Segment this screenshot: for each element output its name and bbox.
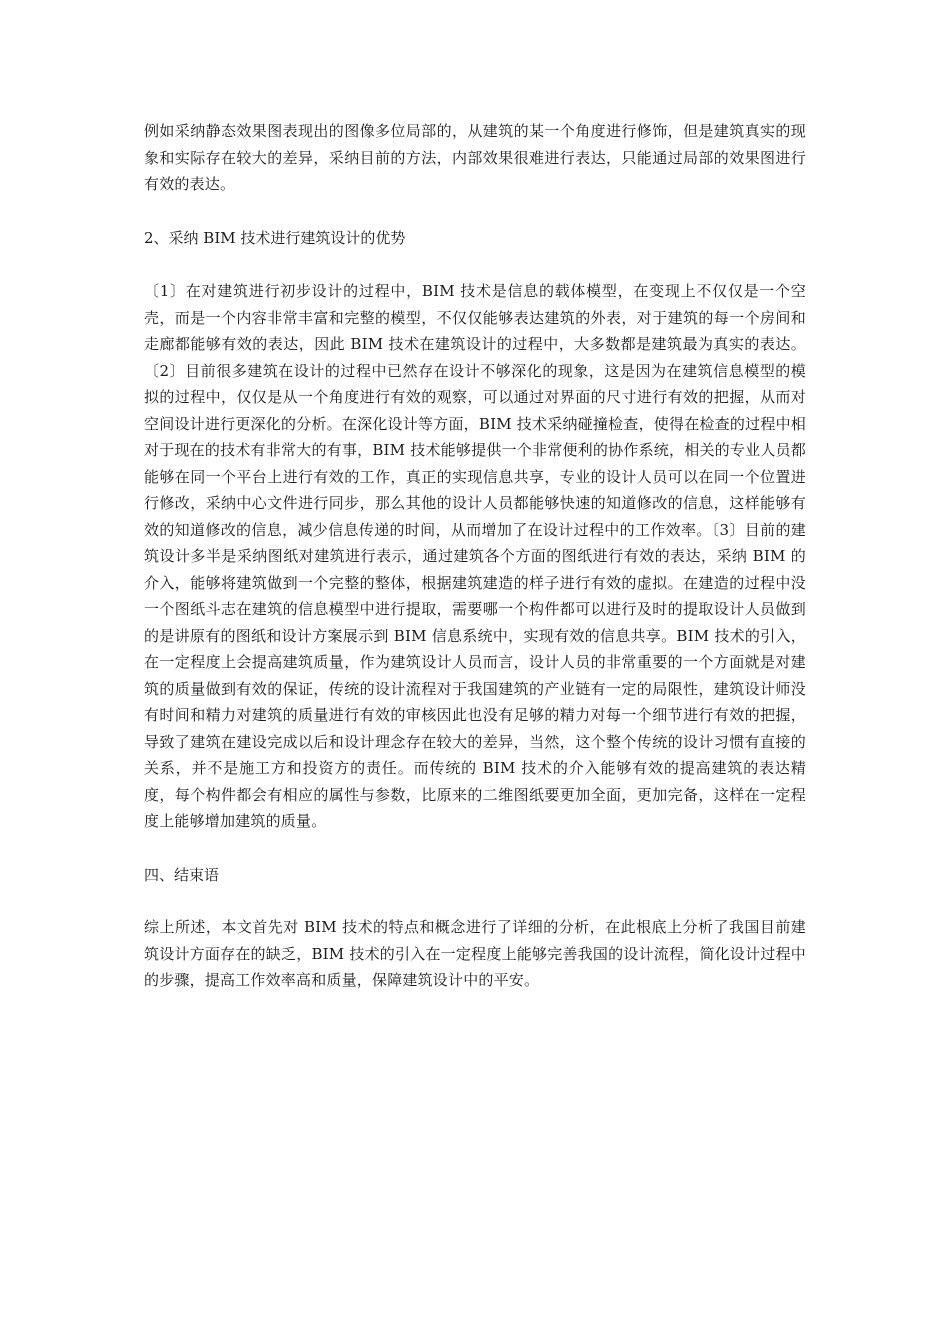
spacer [144, 835, 806, 862]
document-page [144, 118, 806, 994]
spacer [144, 198, 806, 225]
spacer [144, 888, 806, 914]
spacer [144, 251, 806, 278]
conclusion-paragraph: 综上所述，本文首先对 BIM 技术的特点和概念进行了详细的分析，在此根底上分析了我国目前建筑设计方面存在的缺乏，BIM 技术的引入在一定程度上能够完善我国的设计流程，简化设计过程中的步骤，提高工作效率高和质量，保障建筑设计中的平安。 [144, 918, 806, 989]
intro-paragraph: 例如采纳静态效果图表现出的图像多位局部的，从建筑的某一个角度进行修饰，但是建筑真实的现象和实际存在较大的差异，采纳目前的方法，内部效果很难进行表达，只能通过局部的效果图进行有效的表达。 [144, 122, 806, 193]
bim-advantages-paragraph: 〔1〕在对建筑进行初步设计的过程中，BIM 技术是信息的载体模型，在变现上不仅仅是一个空壳，而是一个内容非常丰富和完整的模型，不仅仅能够表达建筑的外表，对于建筑的每一个房间和走廊都能够有效的表达，因此 BIM 技术在建筑设计的过程中，大多数都是建筑最为真实的表达。〔2〕目前很多建筑在设计的过程中已然存在设计不够深化的现象，这是因为在建筑信息模型的模拟的过程中，仅仅是从一个角度进行有效的观察，可以通过对界面的尺寸进行有效的把握，从而对空间设计进行更深化的分析。在深化设计等方面，BIM 技术采纳碰撞检查，使得在检查的过程中相对于现在的技术有非常大的有事，BIM 技术能够提供一个非常便利的协作系统，相关的专业人员都能够在同一个平台上进行有效的工作，真正的实现信息共享，专业的设计人员可以在同一个位置进行修改，采纳中心文件进行同步，那么其他的设计人员都能够快速的知道修改的信息，这样能够有效的知道修改的信息，减少信息传递的时间，从而增加了在设计过程中的工作效率。〔3〕目前的建筑设计多半是采纳图纸对建筑进行表示，通过建筑各个方面的图纸进行有效的表达，采纳 BIM 的介入，能够将建筑做到一个完整的整体，根据建筑建造的样子进行有效的虚拟。在建造的过程中没一个图纸斗志在建筑的信息模型中进行提取，需要哪一个构件都可以进行及时的提取设计人员做到的是讲原有的图纸和设计方案展示到 BIM 信息系统中，实现有效的信息共享。BIM 技术的引入，在一定程度上会提高建筑质量，作为建筑设计人员而言，设计人员的非常重要的一个方面就是对建筑的质量做到有效的保证，传统的设计流程对于我国建筑的产业链有一定的局限性，建筑设计师没有时间和精力对建筑的质量进行有效的审核因此也没有足够的精力对每一个细节进行有效的把握，导致了建筑在建设完成以后和设计理念存在较大的差异，当然，这个整个传统的设计习惯有直接的关系，并不是施工方和投资方的责任。而传统的 BIM 技术的介入能够有效的提高建筑的表达精度，每个构件都会有相应的属性与参数，比原来的二维图纸要更加全面，更加完备，这样在一定程度上能够增加建筑的质量。 [144, 282, 806, 830]
section-heading-bim-advantages: 2、采纳 BIM 技术进行建筑设计的优势 [144, 228, 406, 247]
section-heading-conclusion: 四、结束语 [144, 865, 220, 884]
